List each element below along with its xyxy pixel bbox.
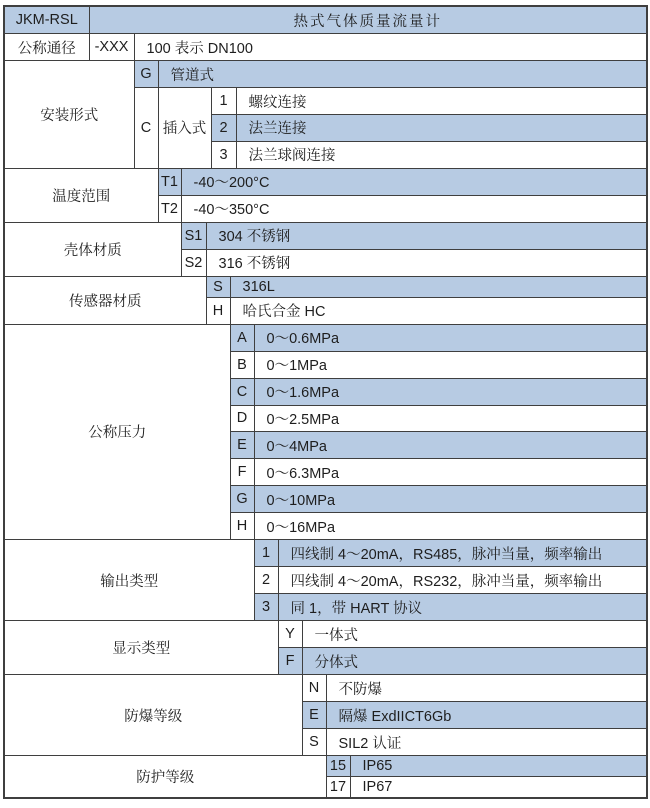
pressure-option-value: 0～6.3MPa <box>254 459 647 486</box>
protection-option-code: 17 <box>326 776 350 798</box>
housing-option-value: 304 不锈钢 <box>206 222 647 249</box>
protection-option-value: IP65 <box>350 756 647 777</box>
table-row <box>4 756 647 777</box>
display-option-value: 分体式 <box>302 648 647 675</box>
section-label-sensor: 传感器材质 <box>4 276 206 324</box>
pressure-option-value: 0～4MPa <box>254 432 647 459</box>
housing-option-code: S2 <box>181 249 206 276</box>
installation-insertion-code: C <box>134 88 158 169</box>
output-option-value: 四线制 4～20mA，RS232，脉冲当量，频率输出 <box>278 567 647 594</box>
temperature-option-value: -40～350°C <box>181 195 647 222</box>
pressure-option-code: G <box>230 486 254 513</box>
insertion-option-value: 法兰连接 <box>236 114 647 141</box>
model-code: JKM-RSL <box>4 6 89 34</box>
pressure-option-code: E <box>230 432 254 459</box>
pressure-option-value: 0～1MPa <box>254 351 647 378</box>
display-option-code: Y <box>278 621 302 648</box>
table-row <box>4 675 647 702</box>
spec-table <box>3 5 648 799</box>
table-row <box>4 61 647 88</box>
output-option-value: 同 1，带 HART 协议 <box>278 594 647 621</box>
installation-pipeline-value: 管道式 <box>158 61 647 88</box>
section-label-pressure: 公称压力 <box>4 324 230 540</box>
section-label-installation: 安装形式 <box>4 61 134 169</box>
display-option-value: 一体式 <box>302 621 647 648</box>
sensor-option-code: H <box>206 297 230 324</box>
explosion-option-value: 不防爆 <box>326 675 647 702</box>
table-row <box>4 540 647 567</box>
output-option-code: 3 <box>254 594 278 621</box>
protection-option-code: 15 <box>326 756 350 777</box>
explosion-option-code: E <box>302 702 326 729</box>
sensor-option-value: 316L <box>230 276 647 297</box>
display-option-code: F <box>278 648 302 675</box>
housing-option-code: S1 <box>181 222 206 249</box>
section-label-housing: 壳体材质 <box>4 222 181 276</box>
section-label-explosion: 防爆等级 <box>4 675 302 756</box>
pressure-option-code: C <box>230 378 254 405</box>
pressure-option-value: 0～16MPa <box>254 513 647 540</box>
explosion-option-value: SIL2 认证 <box>326 729 647 756</box>
explosion-option-code: N <box>302 675 326 702</box>
explosion-option-value: 隔爆 ExdIICT6Gb <box>326 702 647 729</box>
table-row <box>4 276 647 297</box>
explosion-option-code: S <box>302 729 326 756</box>
insertion-option-code: 2 <box>211 114 236 141</box>
pressure-option-code: H <box>230 513 254 540</box>
diameter-description: 100 表示 DN100 <box>134 34 647 61</box>
section-label-temperature: 温度范围 <box>4 168 158 222</box>
diameter-code: -XXX <box>89 34 134 61</box>
pressure-option-code: F <box>230 459 254 486</box>
temperature-option-value: -40～200°C <box>181 168 647 195</box>
section-label-output: 输出类型 <box>4 540 254 621</box>
housing-option-value: 316 不锈钢 <box>206 249 647 276</box>
section-label-protection: 防护等级 <box>4 756 326 798</box>
sensor-option-code: S <box>206 276 230 297</box>
output-option-code: 1 <box>254 540 278 567</box>
table-row <box>4 6 647 34</box>
table-row <box>4 168 647 195</box>
pressure-option-value: 0～1.6MPa <box>254 378 647 405</box>
table-row <box>4 222 647 249</box>
installation-insertion-name: 插入式 <box>158 88 211 169</box>
insertion-option-code: 1 <box>211 88 236 115</box>
insertion-option-code: 3 <box>211 141 236 168</box>
section-label-diameter: 公称通径 <box>4 34 89 61</box>
pressure-option-value: 0～0.6MPa <box>254 324 647 351</box>
output-option-code: 2 <box>254 567 278 594</box>
table-row <box>4 324 647 351</box>
protection-option-value: IP67 <box>350 776 647 798</box>
pressure-option-code: A <box>230 324 254 351</box>
insertion-option-value: 螺纹连接 <box>236 88 647 115</box>
insertion-option-value: 法兰球阀连接 <box>236 141 647 168</box>
pressure-option-value: 0～2.5MPa <box>254 405 647 432</box>
temperature-option-code: T2 <box>158 195 181 222</box>
output-option-value: 四线制 4～20mA，RS485，脉冲当量，频率输出 <box>278 540 647 567</box>
pressure-option-code: B <box>230 351 254 378</box>
table-row <box>4 621 647 648</box>
product-title: 热式气体质量流量计 <box>89 6 647 34</box>
section-label-display: 显示类型 <box>4 621 278 675</box>
table-row <box>4 34 647 61</box>
installation-pipeline-code: G <box>134 61 158 88</box>
temperature-option-code: T1 <box>158 168 181 195</box>
pressure-option-value: 0～10MPa <box>254 486 647 513</box>
sensor-option-value: 哈氏合金 HC <box>230 297 647 324</box>
pressure-option-code: D <box>230 405 254 432</box>
